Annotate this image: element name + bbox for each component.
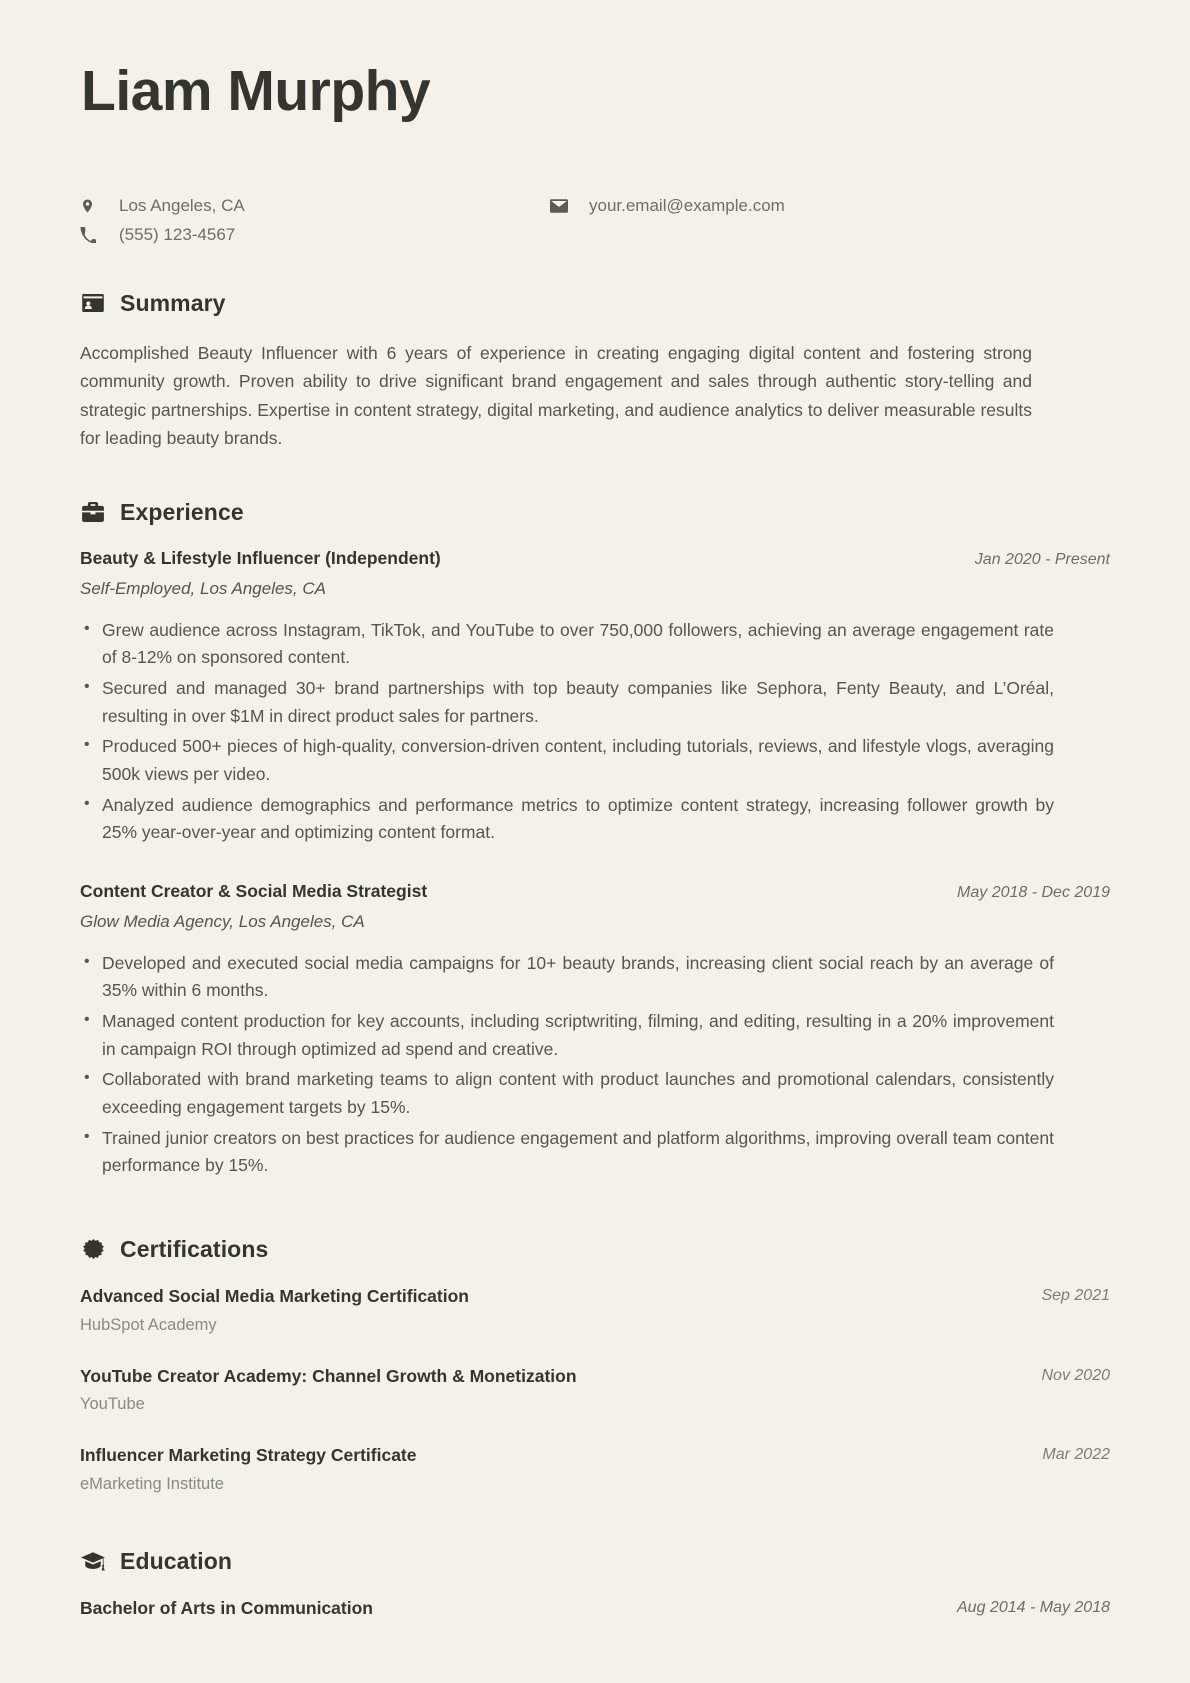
certification-item xyxy=(80,1365,1110,1415)
experience-header xyxy=(80,499,1110,526)
certification-item xyxy=(80,1444,1110,1494)
job-bullet: • Managed content production for key accounts, including scriptwriting, filming, and editing, resulting in a 20% improvement in campaign ROI through optimized ad spend and creative. xyxy=(80,1008,1054,1063)
job-company: Self-Employed, Los Angeles, CA xyxy=(80,578,326,598)
section-summary xyxy=(80,290,1110,453)
certification-date: Nov 2020 xyxy=(1041,1366,1110,1384)
education-dates: Aug 2014 - May 2018 xyxy=(957,1599,1110,1617)
contact-email-text: your.email@example.com xyxy=(589,195,785,215)
certification-date: Mar 2022 xyxy=(1042,1446,1110,1464)
certification-main xyxy=(80,1444,416,1494)
contact-email xyxy=(550,196,785,216)
job-bullet: • Trained junior creators on best practices for audience engagement and platform algorithms, improving overall team content performance by 15%. xyxy=(80,1125,1054,1180)
job-header xyxy=(80,548,1110,569)
badge-icon xyxy=(80,1239,106,1260)
contact-location-text: Los Angeles, CA xyxy=(119,195,245,215)
education-title: Education xyxy=(120,1548,233,1575)
job-bullet: • Grew audience across Instagram, TikTok, and YouTube to over 750,000 followers, achieving an average engagement rate of 8-12% on sponsored content. xyxy=(80,617,1054,672)
education-item xyxy=(80,1597,1110,1620)
job-bullet: • Secured and managed 30+ brand partnerships with top beauty companies like Sephora, Fenty Beauty, and L’Oréal, resulting in over $1M in direct product sales for partners. xyxy=(80,675,1054,730)
job-bullets xyxy=(80,950,1110,1180)
contact-phone-text: (555) 123-4567 xyxy=(119,225,236,245)
job-bullets xyxy=(80,617,1110,847)
certification-title: Influencer Marketing Strategy Certificate xyxy=(80,1445,417,1466)
experience-item xyxy=(80,881,1110,1180)
job-title: Beauty & Lifestyle Influencer (Independent) xyxy=(80,547,441,568)
summary-title: Summary xyxy=(120,289,226,316)
contact-info xyxy=(80,196,1110,246)
contact-phone xyxy=(80,225,550,245)
certification-date: Sep 2021 xyxy=(1041,1286,1110,1304)
map-pin-icon xyxy=(80,197,102,215)
envelope-icon xyxy=(550,199,572,213)
certification-title: Advanced Social Media Marketing Certification xyxy=(80,1285,469,1306)
certification-issuer: eMarketing Institute xyxy=(80,1475,224,1494)
contact-column-right xyxy=(550,196,785,216)
job-bullet: • Developed and executed social media campaigns for 10+ beauty brands, increasing client social reach by an average of 35% within 6 months. xyxy=(80,950,1054,1005)
certification-title: YouTube Creator Academy: Channel Growth & Monetization xyxy=(80,1365,577,1386)
certification-issuer: HubSpot Academy xyxy=(80,1315,217,1334)
job-title: Content Creator & Social Media Strategist xyxy=(80,880,428,901)
phone-icon xyxy=(80,227,102,243)
certifications-header xyxy=(80,1236,1110,1263)
job-bullet: • Produced 500+ pieces of high-quality, conversion-driven content, including tutorials, reviews, and lifestyle vlogs, averaging 500k views per video. xyxy=(80,733,1054,788)
certifications-title: Certifications xyxy=(120,1235,269,1262)
certification-main xyxy=(80,1365,577,1415)
section-experience xyxy=(80,499,1110,1180)
summary-text: Accomplished Beauty Influencer with 6 years of experience in creating engaging digital content and fostering strong community growth. Proven ability to drive significant brand engagement and sales through authentic story-telling and strategic partnerships. Expertise in content strategy, digital marketing, and audience analytics to deliver measurable results for leading beauty brands. xyxy=(80,342,1032,449)
experience-title: Experience xyxy=(120,498,244,525)
education-degree: Bachelor of Arts in Communication xyxy=(80,1598,373,1619)
job-bullet: • Analyzed audience demographics and performance metrics to optimize content strategy, increasing follower growth by 25% year-over-year and optimizing content format. xyxy=(80,792,1054,847)
education-main xyxy=(80,1597,373,1620)
section-certifications xyxy=(80,1236,1110,1494)
job-bullet: • Collaborated with brand marketing teams to align content with product launches and promotional calendars, consistently exceeding engagement targets by 15%. xyxy=(80,1066,1054,1121)
experience-item xyxy=(80,548,1110,847)
certification-main xyxy=(80,1285,469,1335)
contact-location xyxy=(80,196,550,216)
id-card-icon xyxy=(80,294,106,312)
contact-column-left xyxy=(80,196,550,246)
education-header xyxy=(80,1548,1110,1575)
briefcase-icon xyxy=(80,502,106,522)
job-header xyxy=(80,881,1110,902)
summary-header xyxy=(80,290,1110,317)
candidate-name: Liam Murphy xyxy=(81,59,431,123)
certification-issuer: YouTube xyxy=(80,1395,145,1414)
graduation-cap-icon xyxy=(80,1552,106,1571)
certification-item xyxy=(80,1285,1110,1335)
job-company: Glow Media Agency, Los Angeles, CA xyxy=(80,911,365,931)
job-dates: Jan 2020 - Present xyxy=(974,550,1110,568)
job-dates: May 2018 - Dec 2019 xyxy=(957,883,1110,901)
section-education xyxy=(80,1548,1110,1620)
